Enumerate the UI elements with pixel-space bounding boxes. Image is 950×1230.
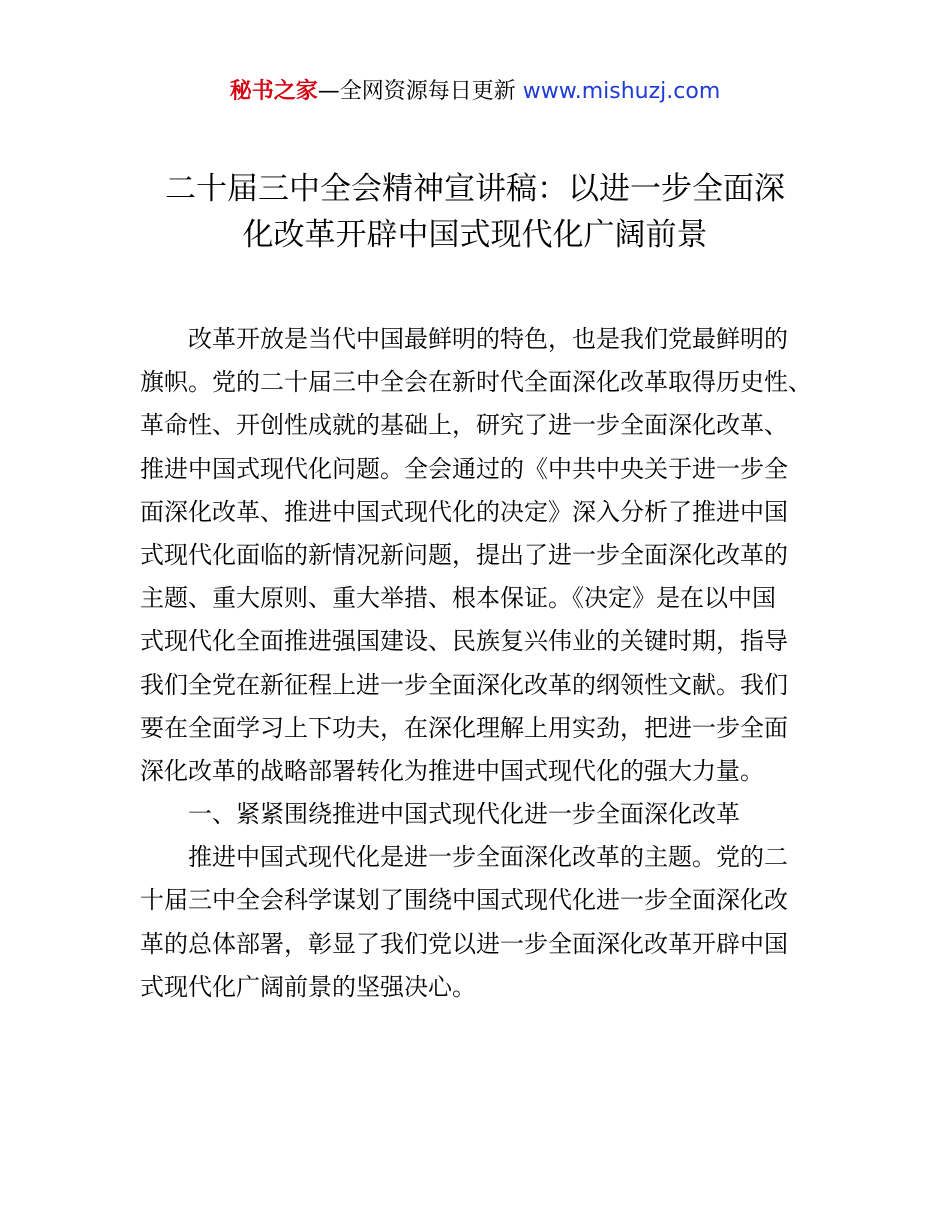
paragraph-line: 式现代化全面推进强国建设、民族复兴伟业的关键时期，指导 (140, 627, 788, 656)
paragraph-line: 革的总体部署，彰显了我们党以进一步全面深化改革开辟中国 (140, 929, 788, 958)
paragraph-line: 式现代化面临的新情况新问题，提出了进一步全面深化改革的 (140, 540, 788, 569)
section-heading: 一、紧紧围绕推进中国式现代化进一步全面深化改革 (188, 800, 740, 829)
paragraph-line: 革命性、开创性成就的基础上，研究了进一步全面深化改革、 (140, 411, 788, 440)
paragraph-line: 旗帜。党的二十届三中全会在新时代全面深化改革取得历史性、 (140, 368, 812, 397)
header-tagline: —全网资源每日更新 (317, 79, 523, 104)
paragraph-line: 式现代化广阔前景的坚强决心。 (140, 972, 476, 1001)
document-title (100, 166, 850, 258)
brand-name: 秘书之家 (229, 79, 318, 104)
paragraph-1 (140, 318, 830, 793)
site-header (0, 76, 950, 108)
paragraph-2 (140, 836, 830, 1009)
paragraph-line: 推进中国式现代化是进一步全面深化改革的主题。党的二 (188, 843, 788, 872)
title-line: 二十届三中全会精神宣讲稿：以进一步全面深 (165, 171, 785, 207)
paragraph-line: 十届三中全会科学谋划了围绕中国式现代化进一步全面深化改 (140, 886, 788, 915)
paragraph-line: 要在全面学习上下功夫，在深化理解上用实劲，把进一步全面 (140, 713, 788, 742)
paragraph-line: 改革开放是当代中国最鲜明的特色，也是我们党最鲜明的 (188, 325, 788, 353)
paragraph-line: 深化改革的战略部署转化为推进中国式现代化的强大力量。 (140, 756, 764, 785)
title-line: 化改革开辟中国式现代化广阔前景 (242, 217, 708, 253)
paragraph-line: 我们全党在新征程上进一步全面深化改革的纲领性文献。我们 (140, 670, 788, 699)
document-body (140, 318, 830, 1009)
site-url-link[interactable]: www.mishuzj.com (522, 79, 721, 104)
paragraph-line: 推进中国式现代化问题。全会通过的《中共中央关于进一步全 (140, 454, 788, 483)
paragraph-line: 主题、重大原则、重大举措、根本保证。《决定》是在以中国 (140, 584, 776, 613)
paragraph-line: 面深化改革、推进中国式现代化的决定》深入分析了推进中国 (140, 497, 788, 526)
